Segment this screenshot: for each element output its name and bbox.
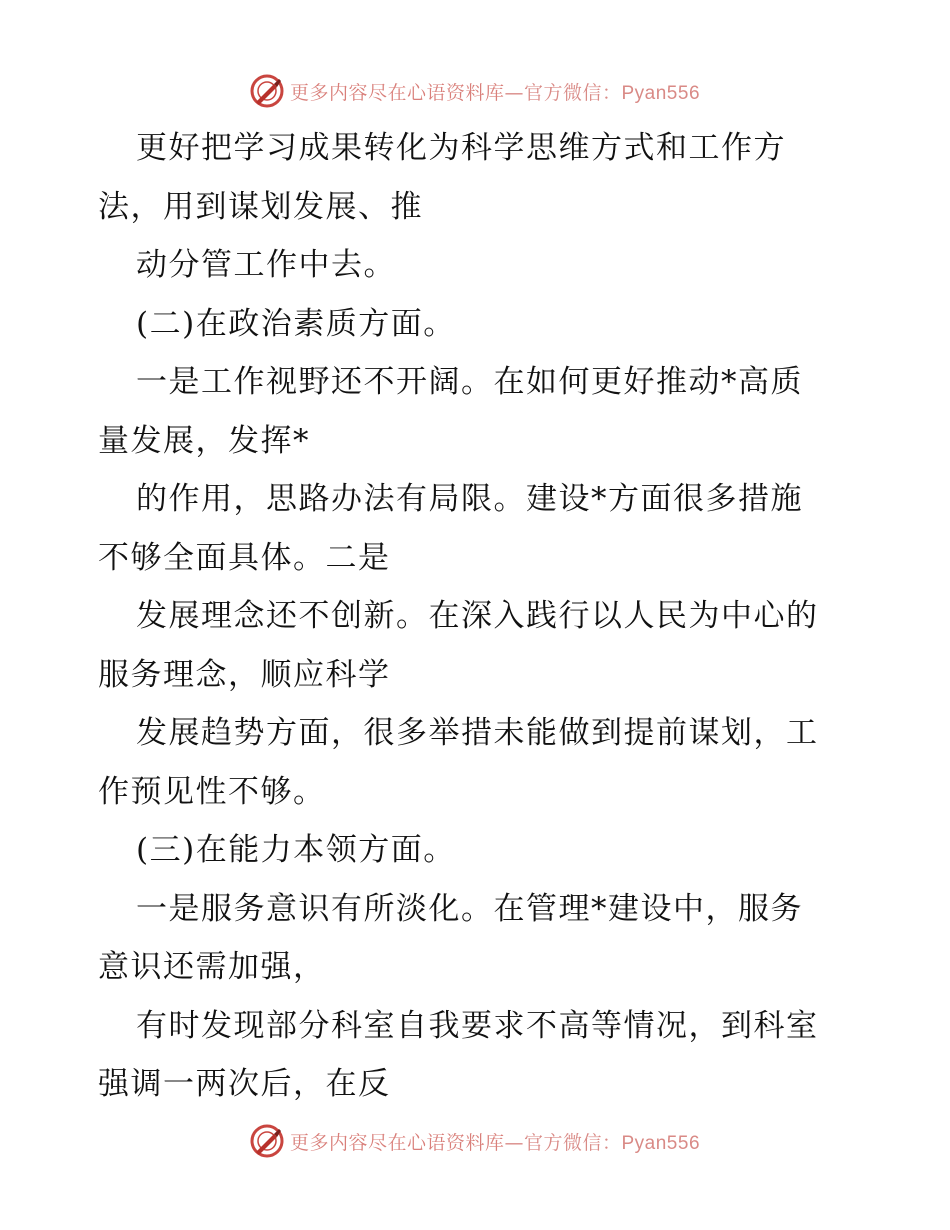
- watermark-text: [290, 78, 700, 105]
- header-watermark: [0, 74, 950, 108]
- text-line: 量发展，发挥*: [98, 422, 310, 459]
- text-line: 发展趋势方面，很多举措未能做到提前谋划，工: [136, 715, 819, 751]
- text-line: 的作用，思路办法有局限。建设*方面很多措施: [136, 481, 803, 517]
- watermark-wechat-id: Pyan556: [621, 1132, 701, 1154]
- text-line: 服务理念，顺应科学: [98, 656, 391, 693]
- watermark-wechat-label: 官方微信：: [523, 81, 622, 104]
- text-line: 发展理念还不创新。在深入践行以人民为中心的: [136, 598, 819, 634]
- watermark-wechat-label: 官方微信：: [523, 1131, 622, 1154]
- text-line: 一是工作视野还不开阔。在如何更好推动*高质: [136, 364, 803, 400]
- document-body: [98, 119, 858, 1114]
- text-line: 动分管工作中去。: [136, 247, 396, 283]
- pen-logo-icon: [250, 1124, 284, 1158]
- text-line: 意识还需加强，: [98, 949, 326, 985]
- text-line: 强调一两次后，在反: [98, 1066, 391, 1102]
- watermark-dash: —: [504, 1131, 524, 1154]
- section-heading: (三)在能力本领方面。: [136, 832, 456, 868]
- text-line: 法，用到谋划发展、推: [98, 188, 423, 225]
- text-line: 有时发现部分科室自我要求不高等情况，到科室: [136, 1007, 819, 1044]
- text-line: 更好把学习成果转化为科学思维方式和工作方: [136, 130, 786, 166]
- pen-logo-icon: [250, 74, 284, 108]
- watermark-text: [290, 1128, 700, 1155]
- watermark-wechat-id: Pyan556: [621, 82, 701, 104]
- watermark-main-text: 更多内容尽在心语资料库: [289, 1131, 505, 1154]
- text-line: 作预见性不够。: [98, 773, 326, 810]
- watermark-dash: —: [504, 81, 524, 104]
- section-heading: (二)在政治素质方面。: [136, 305, 456, 342]
- watermark-main-text: 更多内容尽在心语资料库: [289, 81, 505, 104]
- text-line: 不够全面具体。二是: [98, 539, 391, 576]
- text-line: 一是服务意识有所淡化。在管理*建设中，服务: [136, 890, 803, 927]
- footer-watermark: [0, 1124, 950, 1158]
